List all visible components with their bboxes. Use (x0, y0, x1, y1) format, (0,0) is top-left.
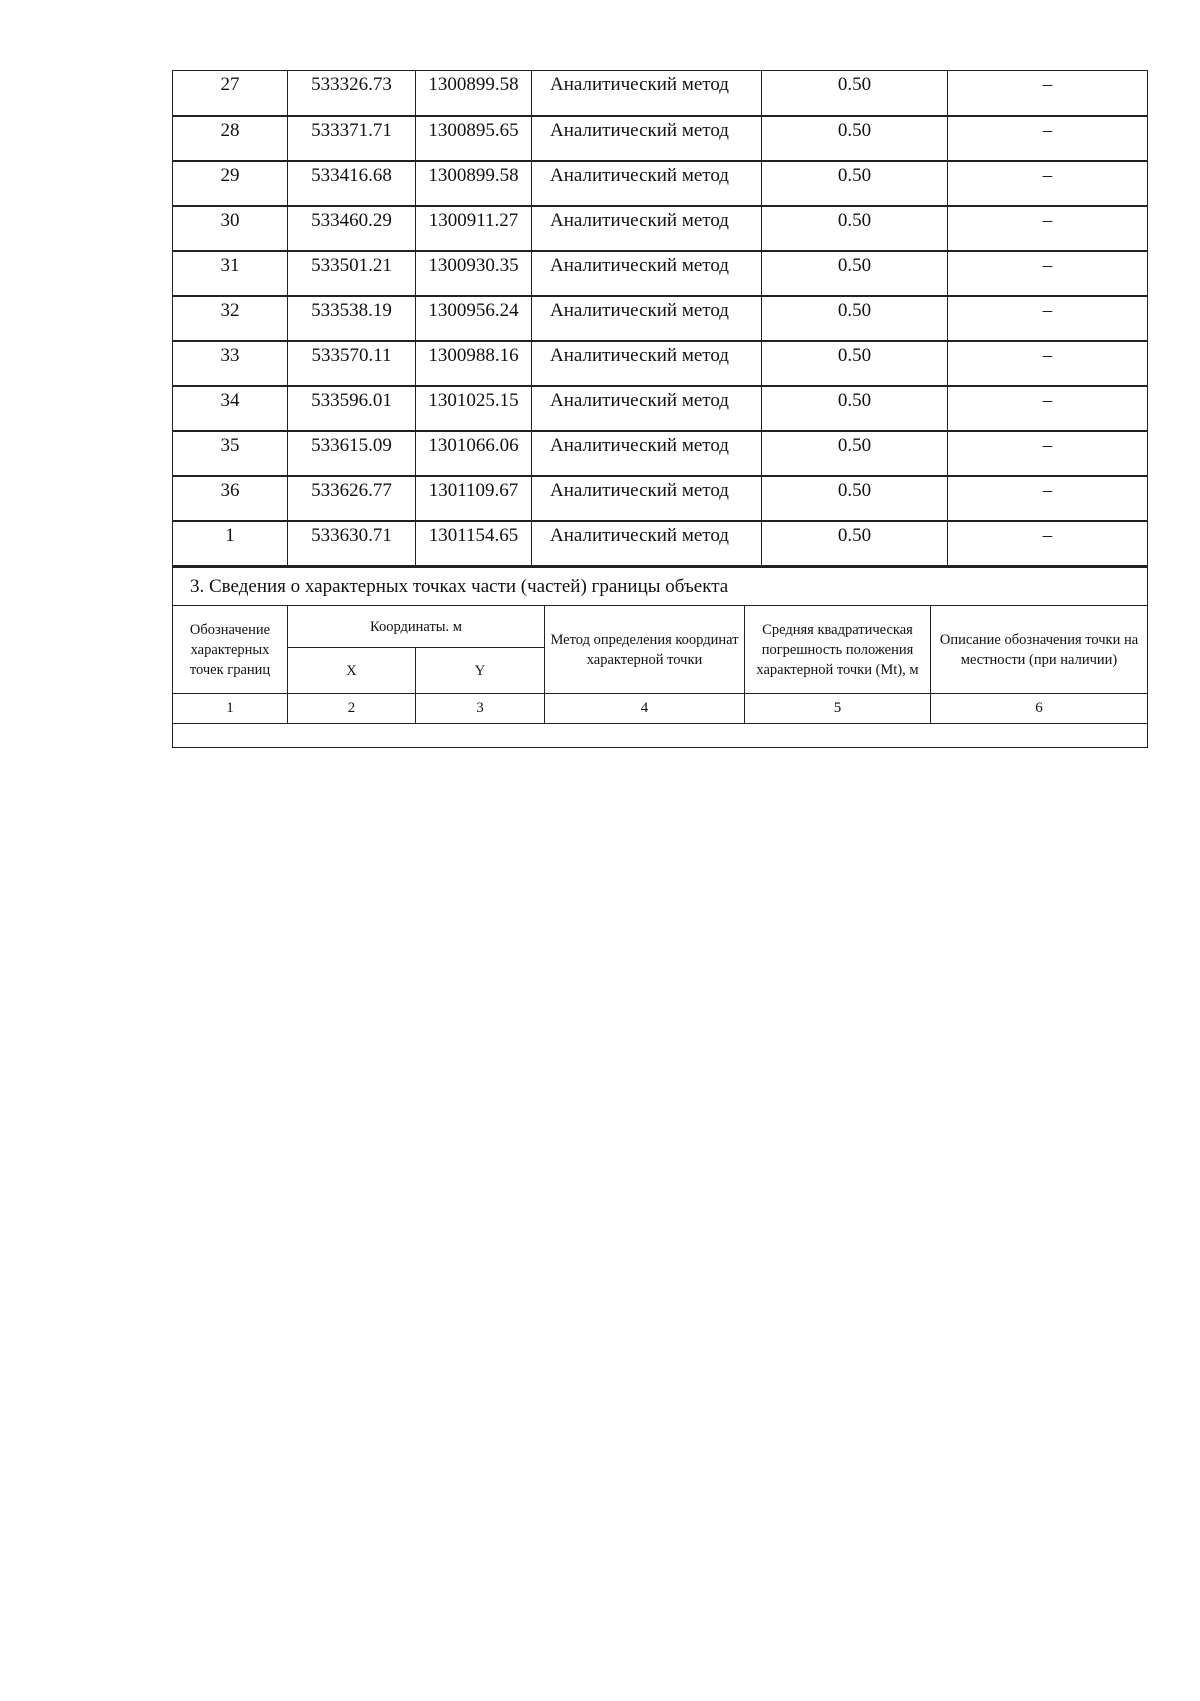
table-row (173, 161, 1148, 206)
mt-value-cell: 0.50 (762, 521, 948, 566)
y-coordinate-cell: 1301109.67 (416, 476, 532, 521)
x-coordinate-cell: 533630.71 (288, 521, 416, 566)
mt-value-cell: 0.50 (762, 116, 948, 161)
method-cell: Аналитический метод (532, 476, 762, 521)
table-row (173, 341, 1148, 386)
method-cell: Аналитический метод (532, 251, 762, 296)
method-cell: Аналитический метод (532, 161, 762, 206)
point-description-cell: – (948, 341, 1148, 386)
mt-value-cell: 0.50 (762, 71, 948, 116)
boundary-points-body (173, 71, 1148, 566)
mt-value-cell: 0.50 (762, 251, 948, 296)
point-number-cell: 27 (173, 71, 288, 116)
boundary-points-table (172, 70, 1148, 567)
table-row (173, 251, 1148, 296)
point-number-cell: 35 (173, 431, 288, 476)
mt-value-cell: 0.50 (762, 431, 948, 476)
y-coordinate-cell: 1300930.35 (416, 251, 532, 296)
point-description-cell: – (948, 431, 1148, 476)
method-cell: Аналитический метод (532, 521, 762, 566)
header-point-designation: Обозначение характерных точек границ (173, 606, 288, 694)
point-number-cell: 29 (173, 161, 288, 206)
point-description-cell: – (948, 161, 1148, 206)
header-description: Описание обозначения точки на местности (при наличии) (931, 606, 1148, 694)
method-cell: Аналитический метод (532, 431, 762, 476)
section3-table (172, 567, 1148, 748)
table-row (173, 386, 1148, 431)
header-mt: Средняя квадратическая погрешность положения характерной точки (Mt), м (745, 606, 931, 694)
header-coordinates: Координаты. м (288, 606, 545, 648)
point-number-cell: 36 (173, 476, 288, 521)
point-description-cell: – (948, 476, 1148, 521)
column-numbers-row (173, 694, 1148, 724)
table-row (173, 476, 1148, 521)
y-coordinate-cell: 1300988.16 (416, 341, 532, 386)
x-coordinate-cell: 533416.68 (288, 161, 416, 206)
point-description-cell: – (948, 521, 1148, 566)
point-number-cell: 30 (173, 206, 288, 251)
column-number: 5 (745, 694, 931, 724)
column-number: 6 (931, 694, 1148, 724)
point-number-cell: 1 (173, 521, 288, 566)
x-coordinate-cell: 533538.19 (288, 296, 416, 341)
y-coordinate-cell: 1300899.58 (416, 71, 532, 116)
header-method: Метод определения координат характерной точки (545, 606, 745, 694)
y-coordinate-cell: 1301066.06 (416, 431, 532, 476)
point-description-cell: – (948, 386, 1148, 431)
column-number: 1 (173, 694, 288, 724)
mt-value-cell: 0.50 (762, 341, 948, 386)
x-coordinate-cell: 533615.09 (288, 431, 416, 476)
point-description-cell: – (948, 251, 1148, 296)
point-number-cell: 34 (173, 386, 288, 431)
table-row (173, 431, 1148, 476)
point-description-cell: – (948, 296, 1148, 341)
column-number: 4 (545, 694, 745, 724)
x-coordinate-cell: 533626.77 (288, 476, 416, 521)
header-y: Y (416, 648, 545, 694)
method-cell: Аналитический метод (532, 296, 762, 341)
mt-value-cell: 0.50 (762, 386, 948, 431)
x-coordinate-cell: 533460.29 (288, 206, 416, 251)
method-cell: Аналитический метод (532, 386, 762, 431)
y-coordinate-cell: 1300895.65 (416, 116, 532, 161)
point-number-cell: 32 (173, 296, 288, 341)
method-cell: Аналитический метод (532, 206, 762, 251)
table-row (173, 116, 1148, 161)
x-coordinate-cell: 533570.11 (288, 341, 416, 386)
y-coordinate-cell: 1300956.24 (416, 296, 532, 341)
column-number: 2 (288, 694, 416, 724)
mt-value-cell: 0.50 (762, 161, 948, 206)
mt-value-cell: 0.50 (762, 296, 948, 341)
point-description-cell: – (948, 116, 1148, 161)
point-description-cell: – (948, 71, 1148, 116)
x-coordinate-cell: 533371.71 (288, 116, 416, 161)
empty-cell (173, 724, 1148, 748)
mt-value-cell: 0.50 (762, 206, 948, 251)
y-coordinate-cell: 1301025.15 (416, 386, 532, 431)
mt-value-cell: 0.50 (762, 476, 948, 521)
point-number-cell: 33 (173, 341, 288, 386)
table-row (173, 71, 1148, 116)
method-cell: Аналитический метод (532, 71, 762, 116)
method-cell: Аналитический метод (532, 341, 762, 386)
y-coordinate-cell: 1300899.58 (416, 161, 532, 206)
x-coordinate-cell: 533326.73 (288, 71, 416, 116)
table-row (173, 206, 1148, 251)
header-x: X (288, 648, 416, 694)
method-cell: Аналитический метод (532, 116, 762, 161)
x-coordinate-cell: 533596.01 (288, 386, 416, 431)
table-row (173, 521, 1148, 566)
empty-row (173, 724, 1148, 748)
point-number-cell: 28 (173, 116, 288, 161)
table-row (173, 296, 1148, 341)
column-number: 3 (416, 694, 545, 724)
y-coordinate-cell: 1301154.65 (416, 521, 532, 566)
x-coordinate-cell: 533501.21 (288, 251, 416, 296)
section3-title: 3. Сведения о характерных точках части (частей) границы объекта (173, 568, 1148, 606)
y-coordinate-cell: 1300911.27 (416, 206, 532, 251)
point-number-cell: 31 (173, 251, 288, 296)
point-description-cell: – (948, 206, 1148, 251)
